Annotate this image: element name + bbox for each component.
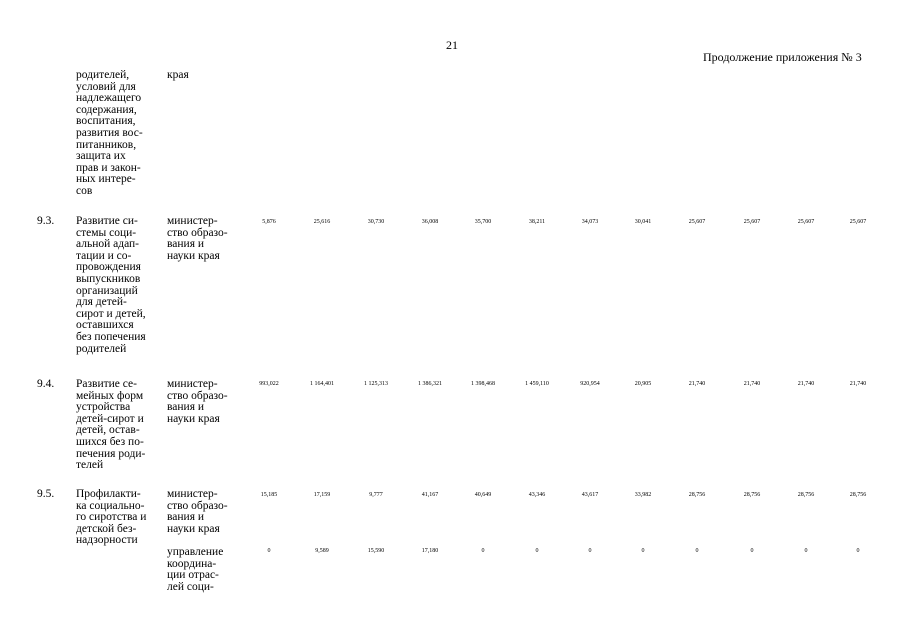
value-cell: 25,607	[849, 219, 867, 225]
value-cell: 9,589	[315, 548, 329, 554]
value-cell: 0	[481, 548, 485, 554]
executor: министер- ство образо- вания и науки края	[167, 215, 228, 262]
value-cell: 1 164,401	[310, 381, 334, 387]
value-cell: 15,590	[367, 548, 385, 554]
value-cell: 17,180	[421, 548, 439, 554]
value-cell: 5,876	[262, 219, 276, 225]
row-number: 9.4.	[37, 378, 55, 390]
value-cell: 43,346	[528, 492, 546, 498]
value-cell: 1 398,468	[471, 381, 495, 387]
continuation-label: Продолжение приложения № 3	[703, 50, 862, 64]
value-cell: 9,777	[369, 492, 383, 498]
value-cell: 35,700	[474, 219, 492, 225]
value-cell: 0	[267, 548, 271, 554]
value-cell: 21,740	[743, 381, 761, 387]
value-cell: 0	[641, 548, 645, 554]
value-cell: 28,756	[688, 492, 706, 498]
executor-secondary: управление координа- ции отрас- лей соци-	[167, 546, 224, 593]
value-cell: 0	[535, 548, 539, 554]
value-cell: 25,607	[743, 219, 761, 225]
value-cell: 1 386,321	[418, 381, 442, 387]
value-cell: 25,607	[797, 219, 815, 225]
value-cell: 21,740	[688, 381, 706, 387]
value-cell: 43,617	[581, 492, 599, 498]
value-cell: 20,905	[634, 381, 652, 387]
value-cell: 30,041	[634, 219, 652, 225]
value-cell: 34,073	[581, 219, 599, 225]
value-cell: 30,730	[367, 219, 385, 225]
row-number: 9.3.	[37, 215, 55, 227]
value-cell: 41,167	[421, 492, 439, 498]
measure-name: Развитие се- мейных форм устройства детей-сирот и детей, остав- шихся без по- печения роди- телей	[76, 378, 146, 472]
value-cell: 17,159	[313, 492, 331, 498]
value-cell: 25,616	[313, 219, 331, 225]
value-cell: 920,954	[580, 381, 600, 387]
executor: края	[167, 69, 189, 81]
executor: министер- ство образо- вания и науки края	[167, 378, 228, 425]
value-cell: 38,211	[528, 219, 546, 225]
measure-name: родителей, условий для надлежащего содержания, воспитания, развития вос- питанников, защита их прав и закон- ных интере- сов	[76, 69, 143, 197]
value-cell: 33,982	[634, 492, 652, 498]
row-number: 9.5.	[37, 488, 55, 500]
executor: министер- ство образо- вания и науки края	[167, 488, 228, 535]
value-cell: 21,740	[849, 381, 867, 387]
value-cell: 0	[856, 548, 860, 554]
measure-name: Профилакти- ка социально- го сиротства и детской без- надзорности	[76, 488, 147, 547]
page-number: 21	[446, 38, 458, 52]
value-cell: 25,607	[688, 219, 706, 225]
value-cell: 28,756	[849, 492, 867, 498]
value-cell: 15,185	[260, 492, 278, 498]
value-cell: 0	[804, 548, 808, 554]
value-cell: 993,022	[259, 381, 279, 387]
value-cell: 1 459,110	[525, 381, 549, 387]
value-cell: 0	[588, 548, 592, 554]
value-cell: 1 125,313	[364, 381, 388, 387]
value-cell: 40,649	[474, 492, 492, 498]
measure-name: Развитие си- стемы соци- альной адап- тации и со- провождения выпускников организаций для детей- сирот и детей, оставшихся без попечения родителей	[76, 215, 146, 355]
value-cell: 28,756	[743, 492, 761, 498]
value-cell: 0	[750, 548, 754, 554]
value-cell: 21,740	[797, 381, 815, 387]
value-cell: 28,756	[797, 492, 815, 498]
value-cell: 36,008	[421, 219, 439, 225]
value-cell: 0	[695, 548, 699, 554]
